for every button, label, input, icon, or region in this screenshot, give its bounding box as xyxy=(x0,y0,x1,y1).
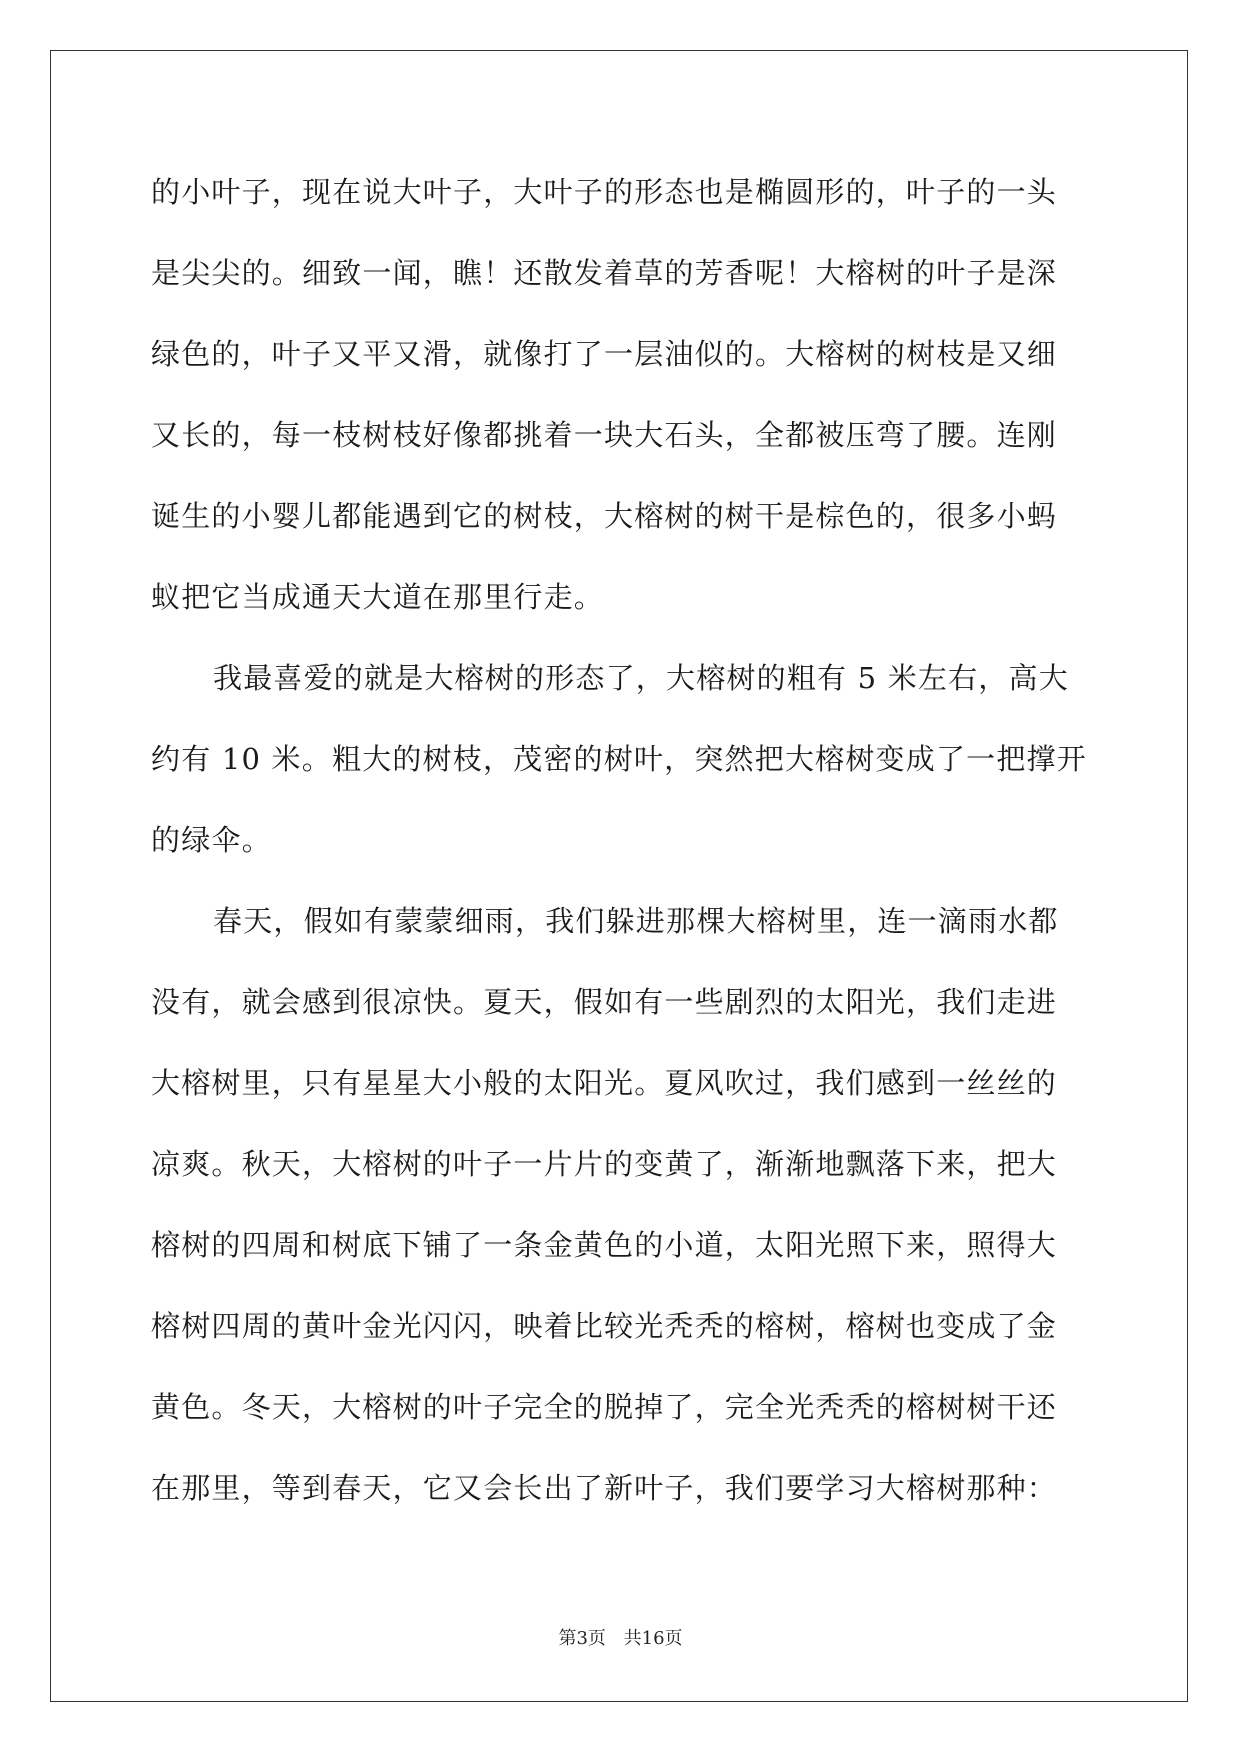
text-line: 绿色的，叶子又平又滑，就像打了一层油似的。大榕树的树枝是又细 xyxy=(151,337,1058,371)
text-line: 大榕树里，只有星星大小般的太阳光。夏风吹过，我们感到一丝丝的 xyxy=(151,1066,1058,1100)
page-total: 共16页 xyxy=(623,1628,683,1649)
text-line: 在那里，等到春天，它又会长出了新叶子，我们要学习大榕树那种： xyxy=(151,1471,1058,1505)
text-line: 的绿伞。 xyxy=(151,823,272,857)
document-body xyxy=(151,152,1091,1529)
text-line: 黄色。冬天，大榕树的叶子完全的脱掉了，完全光秃秃的榕树树干还 xyxy=(151,1390,1058,1424)
text-line: 又长的，每一枝树枝好像都挑着一块大石头，全都被压弯了腰。连刚 xyxy=(151,418,1058,452)
text-line: 春天，假如有蒙蒙细雨，我们躲进那棵大榕树里，连一滴雨水都 xyxy=(213,904,1059,938)
page-footer xyxy=(0,1624,1241,1650)
text-line: 榕树四周的黄叶金光闪闪，映着比较光秃秃的榕树，榕树也变成了金 xyxy=(151,1309,1058,1343)
text-line: 凉爽。秋天，大榕树的叶子一片片的变黄了，渐渐地飘落下来，把大 xyxy=(151,1147,1058,1181)
text-line: 没有，就会感到很凉快。夏天，假如有一些剧烈的太阳光，我们走进 xyxy=(151,985,1058,1019)
text-line: 的小叶子，现在说大叶子，大叶子的形态也是椭圆形的，叶子的一头 xyxy=(151,175,1058,209)
text-line: 约有 10 米。粗大的树枝，茂密的树叶，突然把大榕树变成了一把撑开 xyxy=(151,742,1087,776)
text-line: 诞生的小婴儿都能遇到它的树枝，大榕树的树干是棕色的，很多小蚂 xyxy=(151,499,1058,533)
text-line: 我最喜爱的就是大榕树的形态了，大榕树的粗有 5 米左右，高大 xyxy=(213,661,1069,695)
page-number: 第3页 xyxy=(558,1628,606,1649)
text-line: 榕树的四周和树底下铺了一条金黄色的小道，太阳光照下来，照得大 xyxy=(151,1228,1058,1262)
text-line: 蚁把它当成通天大道在那里行走。 xyxy=(151,580,605,614)
text-line: 是尖尖的。细致一闻，瞧！还散发着草的芳香呢！大榕树的叶子是深 xyxy=(151,256,1058,290)
